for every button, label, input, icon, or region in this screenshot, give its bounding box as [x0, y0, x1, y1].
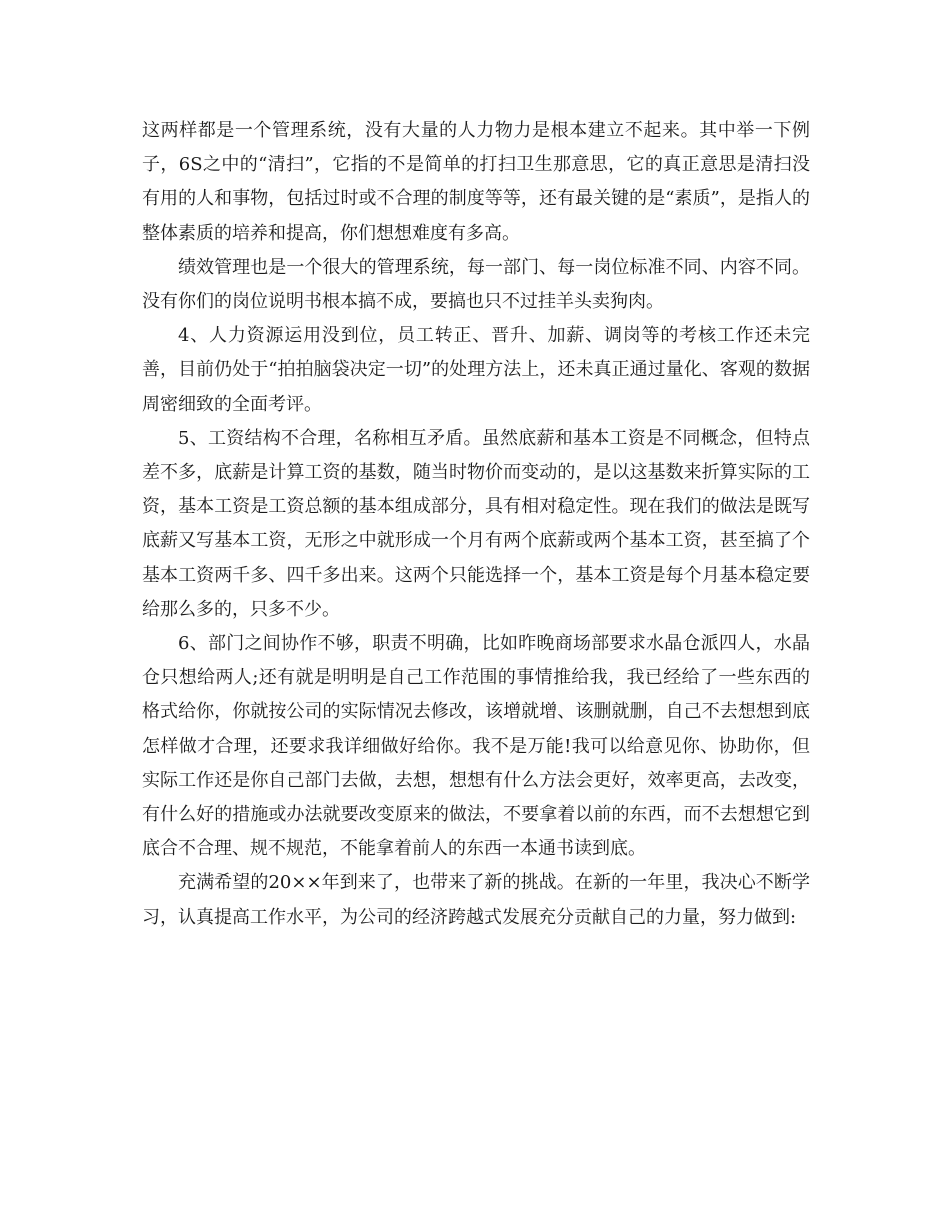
paragraph-2: 绩效管理也是一个很大的管理系统，每一部门、每一岗位标准不同、内容不同。没有你们的岗位说明书根本搞不成，要搞也只不过挂羊头卖狗肉。	[142, 256, 810, 313]
paragraph-3: 4、人力资源运用没到位，员工转正、晋升、加薪、调岗等的考核工作还未完善，目前仍处于“拍拍脑袋决定一切”的处理方法上，还未真正通过量化、客观的数据周密细致的全面考评。	[142, 325, 810, 415]
paragraph-5: 6、部门之间协作不够，职责不明确，比如昨晚商场部要求水晶仓派四人，水晶仓只想给两人;还有就是明明是自己工作范围的事情推给我，我已经给了一些东西的格式给你，你就按公司的实际情况去修改，该增就增、该删就删，自己不去想想到底怎样做才合理，还要求我详细做好给你。我不是万能!我可以给意见你、协助你，但实际工作还是你自己部门去做，去想，想想有什么方法会更好，效率更高，去改变，有什么好的措施或办法就要改变原来的做法，不要拿着以前的东西，而不去想想它到底合不合理、规不规范，不能拿着前人的东西一本通书读到底。	[142, 633, 810, 860]
paragraph-4: 5、工资结构不合理，名称相互矛盾。虽然底薪和基本工资是不同概念，但特点差不多，底薪是计算工资的基数，随当时物价而变动的，是以这基数来折算实际的工资，基本工资是工资总额的基本组成部分，具有相对稳定性。现在我们的做法是既写底薪又写基本工资，无形之中就形成一个月有两个底薪或两个基本工资，甚至搞了个基本工资两千多、四千多出来。这两个只能选择一个，基本工资是每个月基本稳定要给那么多的，只多不少。	[142, 427, 810, 620]
document-body	[142, 114, 810, 935]
paragraph-6: 充满希望的20××年到来了，也带来了新的挑战。在新的一年里，我决心不断学习，认真提高工作水平，为公司的经济跨越式发展充分贡献自己的力量，努力做到:	[142, 872, 810, 928]
paragraph-1: 这两样都是一个管理系统，没有大量的人力物力是根本建立不起来。其中举一下例子，6S之中的“清扫”，它指的不是简单的打扫卫生那意思，它的真正意思是清扫没有用的人和事物，包括过时或不合理的制度等等，还有最关键的是“素质”，是指人的整体素质的培养和提高，你们想想难度有多高。	[142, 120, 810, 244]
